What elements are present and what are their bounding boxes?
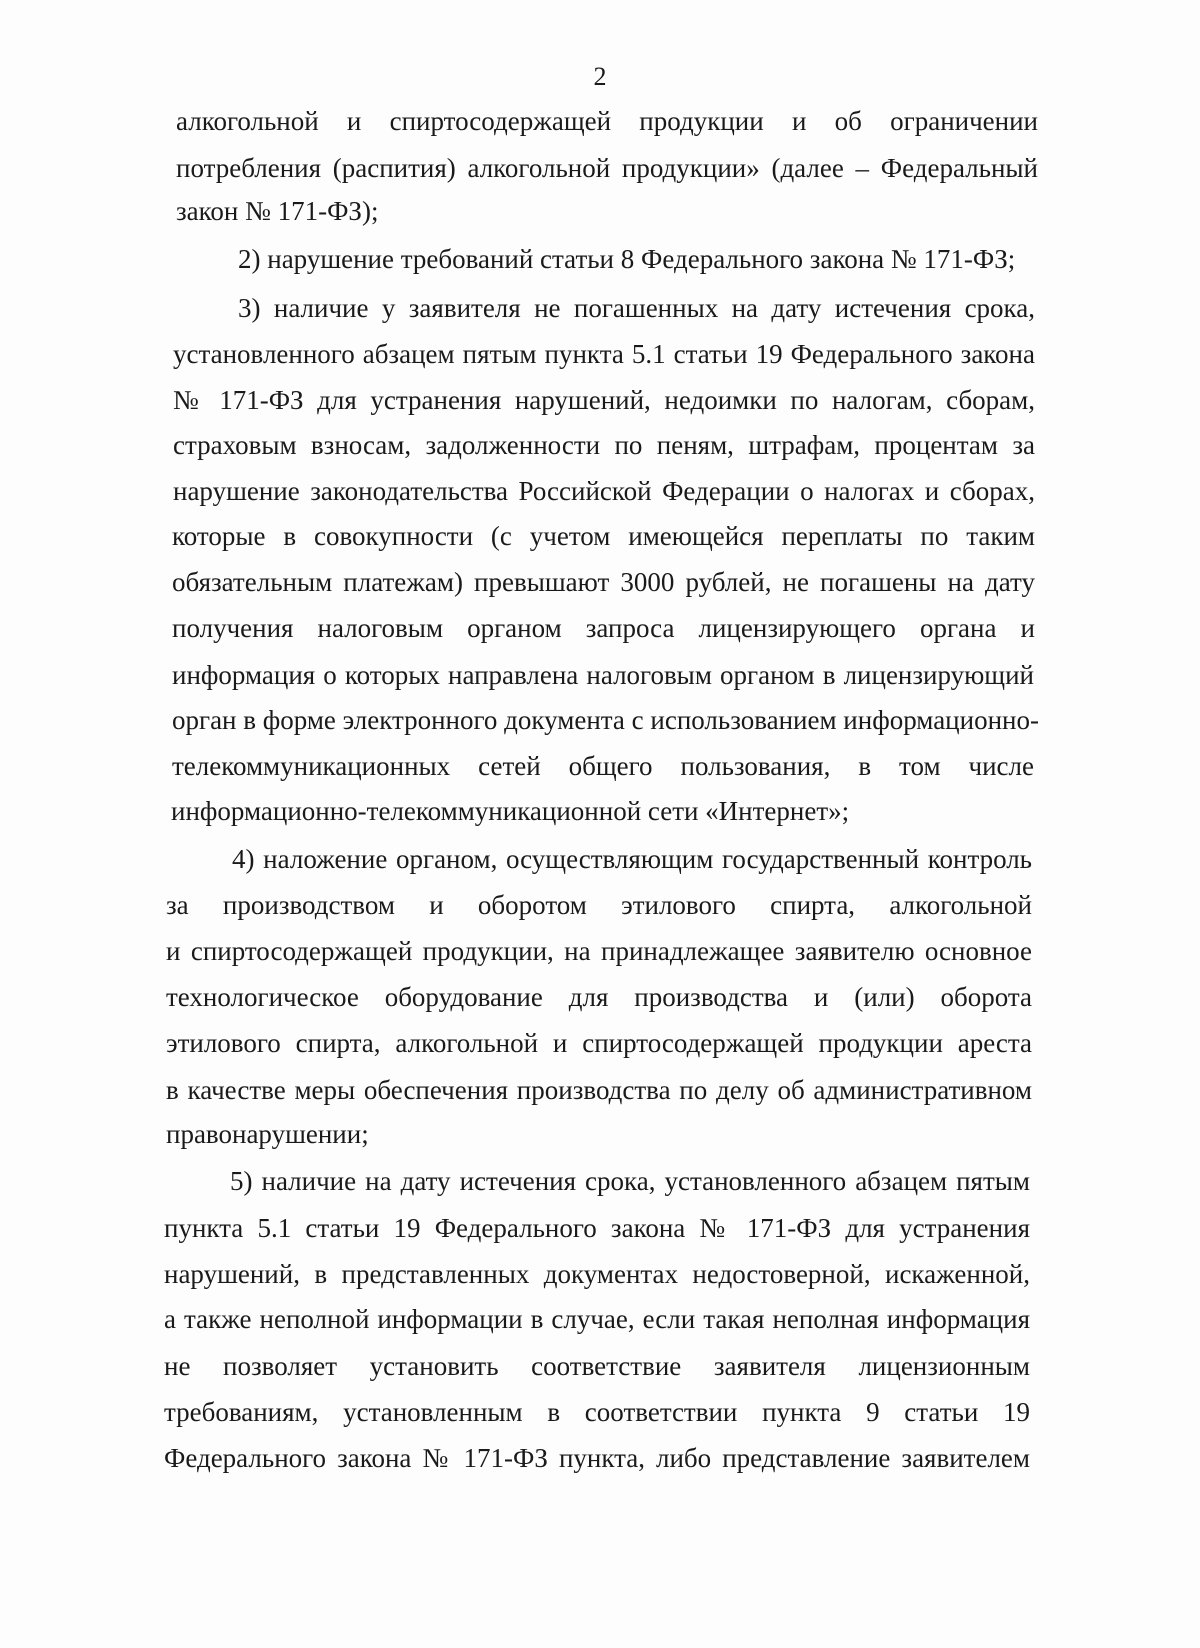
text-line: этилового спирта, алкогольной и спиртосодержащей продукции ареста [166, 1028, 1032, 1058]
page-number: 2 [593, 62, 607, 91]
text-line: за производством и оборотом этилового спирта, алкогольной [166, 890, 1032, 920]
text-line: телекоммуникационных сетей общего пользования, в том числе [172, 751, 1034, 781]
text-line: информация о которых направлена налоговым органом в лицензирующий [172, 660, 1034, 690]
text-line: правонарушении; [166, 1119, 369, 1149]
text-line: которые в совокупности (с учетом имеющейся переплаты по таким [172, 521, 1035, 551]
text-line: установленного абзацем пятым пункта 5.1 статьи 19 Федерального закона [173, 339, 1035, 369]
text-line: и спиртосодержащей продукции, на принадлежащее заявителю основное [166, 936, 1032, 966]
text-line: 3) наличие у заявителя не погашенных на дату истечения срока, [238, 293, 1035, 323]
text-line: обязательным платежам) превышают 3000 рублей, не погашены на дату [172, 567, 1035, 597]
text-line: технологическое оборудование для производства и (или) оборота [166, 982, 1032, 1012]
text-line: нарушение законодательства Российской Федерации о налогах и сборах, [173, 476, 1035, 506]
text-line: 5) наличие на дату истечения срока, установленного абзацем пятым [230, 1166, 1030, 1196]
text-line: информационно-телекоммуникационной сети «Интернет»; [171, 796, 850, 826]
text-line: Федерального закона № 171-ФЗ пункта, либо представление заявителем [164, 1443, 1030, 1473]
text-line: 2) нарушение требований статьи 8 Федерального закона № 171-ФЗ; [238, 244, 1016, 274]
text-line: требованиям, установленным в соответствии пункта 9 статьи 19 [164, 1397, 1030, 1427]
text-line: алкогольной и спиртосодержащей продукции и об ограничении [176, 106, 1038, 136]
text-line: получения налоговым органом запроса лицензирующего органа и [172, 613, 1035, 643]
text-line: пункта 5.1 статьи 19 Федерального закона № 171-ФЗ для устранения [164, 1213, 1030, 1243]
text-line: не позволяет установить соответствие заявителя лицензионным [164, 1351, 1030, 1381]
text-line: № 171-ФЗ для устранения нарушений, недоимки по налогам, сборам, [173, 385, 1035, 415]
text-line: орган в форме электронного документа с использованием информационно- [172, 705, 1039, 735]
text-line: потребления (распития) алкогольной продукции» (далее – Федеральный [176, 153, 1038, 183]
text-line: нарушений, в представленных документах недостоверной, искаженной, [164, 1259, 1030, 1289]
text-line: а также неполной информации в случае, если такая неполная информация [164, 1304, 1030, 1334]
text-line: страховым взносам, задолженности по пеням, штрафам, процентам за [173, 430, 1035, 460]
text-line: 4) наложение органом, осуществляющим государственный контроль [232, 844, 1032, 874]
text-line: в качестве меры обеспечения производства по делу об административном [166, 1075, 1032, 1105]
text-line: закон № 171-ФЗ); [176, 196, 379, 226]
